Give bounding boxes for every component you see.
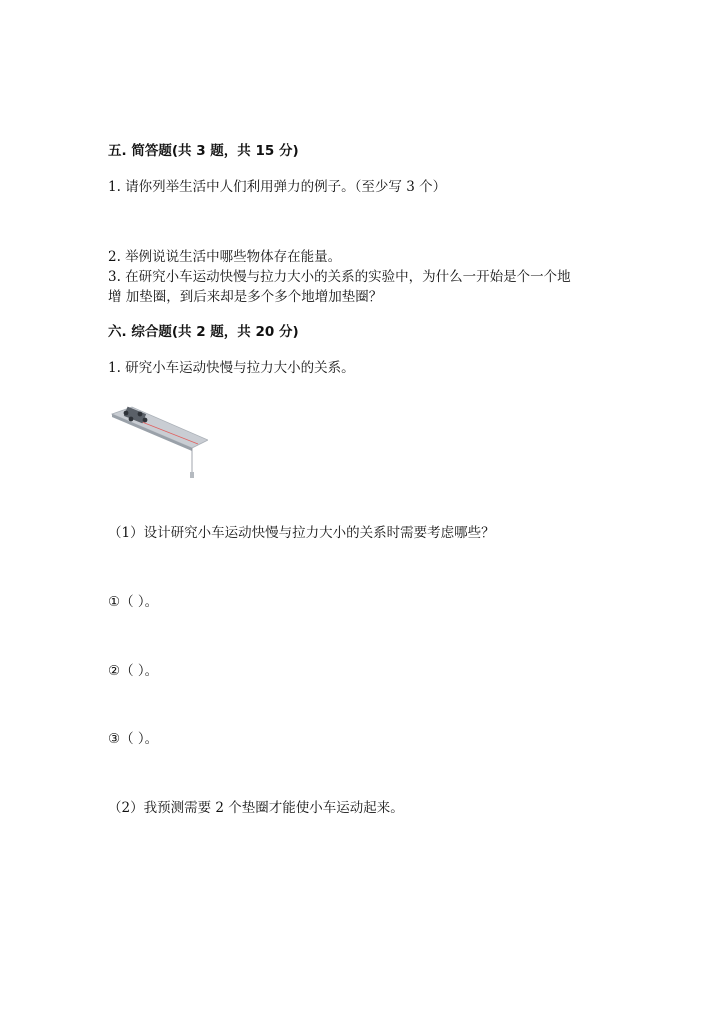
section6-heading: 六. 综合题(共 2 题，共 20 分) — [108, 324, 299, 340]
section5-question-3-line1: 3. 在研究小车运动快慢与拉力大小的关系的实验中，为什么一开始是个一个地 — [108, 269, 571, 285]
cart-ramp-illustration — [108, 402, 208, 490]
answer-blank-2: ②（ ）。 — [108, 663, 159, 679]
section5-question-3-line2: 增 加垫圈，到后来却是多个多个地增加垫圈？ — [108, 289, 383, 305]
section5-question-2: 2. 举例说说生活中哪些物体存在能量。 — [108, 249, 342, 265]
cart-on-ramp-figure — [108, 402, 208, 490]
sub-question-2: （2）我预测需要 2 个垫圈才能使小车运动起来。 — [108, 800, 404, 816]
answer-blank-3: ③（ ）。 — [108, 731, 159, 747]
section6-question-1: 1. 研究小车运动快慢与拉力大小的关系。 — [108, 360, 355, 376]
answer-blank-1: ①（ ）。 — [108, 594, 159, 610]
section5-question-1: 1. 请你列举生活中人们利用弹力的例子。（至少写 3 个） — [108, 179, 447, 195]
sub-question-1: （1）设计研究小车运动快慢与拉力大小的关系时需要考虑哪些？ — [108, 525, 495, 541]
section5-heading: 五. 简答题(共 3 题，共 15 分) — [108, 143, 299, 159]
